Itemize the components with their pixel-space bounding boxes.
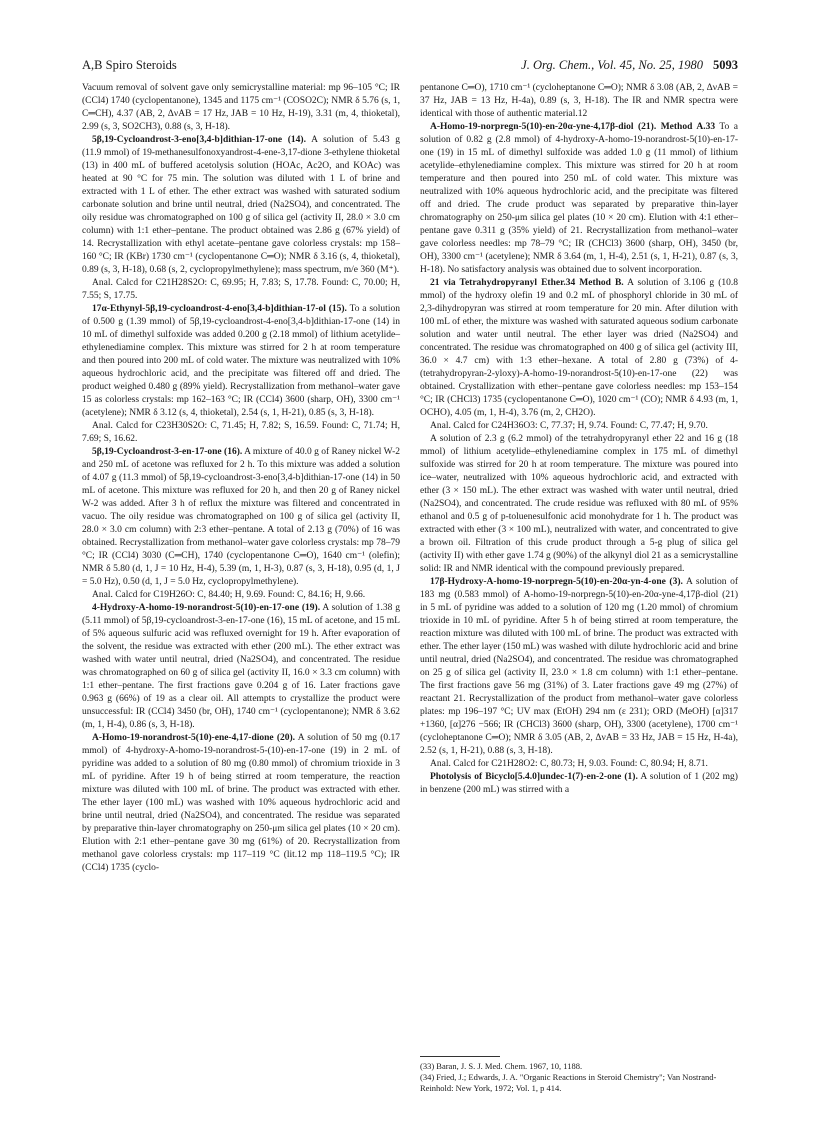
paragraph-text: A solution of 50 mg (0.17 mmol) of 4-hydroxy-A-homo-19-norandrost-5-(10)-en-17-one (19) in 2 mL of pyridine was added to a solution of 80 mg (0.80 mmol) of chromium trioxide in 3 mL of pyridine. After 19 h of being stirred at room temperature, the reaction mixture was diluted with 100 mL of brine. The product was extracted with ether. The ether layer (100 mL) was washed with 10% aqueous hydrochloric acid and brine until neutral, dried (Na2SO4), and concentrated. The residue was separated by preparative thin-layer chromatography on 250-μm silica gel plates (10 × 20 cm). Elution with 2:1 ether–pentane gave 30 mg (61%) of 20. Recrystallization from methanol gave colorless crystals: mp 117–119 °C (lit.12 mp 118–119.5 °C); IR (CCl4) 1735 (cyclo-	[82, 733, 401, 873]
paragraph-text: A solution of 2.3 g (6.2 mmol) of the tetrahydropyranyl ether 22 and 16 g (18 mmol) of lithium acetylide–ethylenediamine complex in 175 mL of dimethyl sulfoxide was stirred for 20 h at room temperature. The mixture was poured into ice–water, neutralized with 10% aqueous hydrochloric acid, and extracted with ether (3 × 150 mL). The ether extract was washed with water until neutral, dried (Na2SO4), and concentrated. The crude residue was refluxed with 80 mL of 95% ethanol and 0.5 g of p-toluenesulfonic acid monohydrate for 1 h. The product was extracted with ether (3 × 100 mL), neutralized with water, and concentrated to give a brown oil. Filtration of this crude product through a 5-g plug of silica gel (activity II) with ether gave 1.74 g (90%) of the alkynyl diol 21 as a semicrystalline solid: IR and NMR identical with the compound previously prepared.	[420, 434, 738, 574]
experimental-paragraph	[420, 121, 738, 277]
experimental-paragraph	[420, 277, 738, 420]
compound-heading: 17α-Ethynyl-5β,19-cycloandrost-4-eno[3,4-b]dithian-17-ol (15).	[92, 304, 347, 314]
running-head-title: A,B Spiro Steroids	[82, 58, 177, 72]
compound-heading: A-Homo-19-norpregn-5(10)-en-20α-yne-4,17β-diol (21). Method A.33	[430, 122, 716, 132]
experimental-paragraph	[82, 602, 400, 732]
running-head-citation	[521, 58, 738, 73]
paragraph-text: A solution of 3.106 g (10.8 mmol) of the hydroxy olefin 19 and 0.2 mL of phosphoryl chloride in 30 mL of 2,3-dihydropyran was stirred at room temperature for 20 min. After dilution with 100 mL of ether, the mixture was washed with saturated aqueous sodium carbonate solution and water until neutral. The ether layer was dried (Na2SO4) and concentrated. The residue was chromatographed on 400 g of silica gel (activity III, 36.0 × 4.7 cm) with 1:3 ether–hexane. A total of 2.80 g (73%) of 4-(tetrahydropyran-2-yloxy)-A-homo-19-norandrost-5(10)-en-17-one (22) was obtained. Crystallization with ether–pentane gave colorless needles: mp 153–154 °C; IR (CHCl3) 1735 (cyclopentanone C═O), 1020 cm⁻¹ (CO); NMR δ 4.93 (m, 1, OCHO), 4.05 (m, 1, H-4), 3.76 (m, 2, CH2O).	[420, 278, 738, 418]
compound-heading: A-Homo-19-norandrost-5(10)-ene-4,17-dione (20).	[92, 733, 296, 743]
footnote: (34) Fried, J.; Edwards, J. A. "Organic Reactions in Steroid Chemistry"; Van Nostrand-Reinhold: New York, 1972; Vol. 1, p 414.	[420, 1072, 717, 1093]
experimental-paragraph	[82, 446, 400, 589]
compound-heading: Photolysis of Bicyclo[5.4.0]undec-1(7)-en-2-one (1).	[430, 772, 638, 782]
paragraph-text: A solution of 1.38 g (5.11 mmol) of 5β,19-cycloandrost-3-en-17-one (16), 15 mL of acetone, and 15 mL of 5% aqueous sulfuric acid was refluxed overnight for 19 h. After evaporation of the solvent, the residue was extracted with ether (200 mL). The ether extract was washed with water until neutral, dried (Na2SO4), and concentrated. The residue was chromatographed on 60 g of silica gel (activity II, 16.0 × 3.3 cm column) with 1:1 ether–pentane. The first fractions gave 0.204 g of 16. Later fractions gave 0.963 g (66%) of 19 as a clear oil. All attempts to crystallize the product were unsuccessful: IR (CCl4) 3450 (br, OH), 1740 cm⁻¹ (cyclopentanone); NMR δ 3.62 (m, 1, H-4), 0.86 (s, 3, H-18).	[82, 603, 400, 730]
compound-heading: 21 via Tetrahydropyranyl Ether.34 Method B.	[430, 278, 624, 288]
page-number: 5093	[713, 58, 738, 72]
running-head	[82, 58, 738, 78]
paragraph-text: Anal. Calcd for C19H26O: C, 84.40; H, 9.69. Found: C, 84.16; H, 9.66.	[92, 590, 366, 600]
text-paragraph	[82, 277, 400, 303]
paragraph-text: pentanone C═O), 1710 cm⁻¹ (cycloheptanone C═O); NMR δ 3.08 (AB, 2, ΔνAB = 37 Hz, JAB = 13 Hz, H-4a), 0.89 (s, 3, H-18). The IR and NMR spectra were identical with those of authentic material.12	[420, 83, 738, 119]
experimental-paragraph	[420, 576, 738, 758]
experimental-paragraph	[82, 303, 400, 420]
experimental-paragraph	[82, 134, 400, 277]
right-column	[420, 82, 738, 797]
text-paragraph	[82, 82, 400, 134]
text-paragraph	[420, 433, 738, 576]
journal-citation: J. Org. Chem., Vol. 45, No. 25, 1980	[521, 58, 703, 72]
paragraph-text: A solution of 183 mg (0.583 mmol) of A-homo-19-norpregn-5(10)-en-20α-yne-4,17β-diol (21) in 5 mL of pyridine was added to a solution of 120 mg (1.20 mmol) of chromium trioxide in 10 mL of pyridine. After 5 h of being stirred at room temperature, the reaction mixture was diluted with 100 mL of brine. The product was extracted with ether. The ether layer (150 mL) was washed with dilute hydrochloric acid and brine until neutral, dried (Na2SO4), and concentrated. The residue was chromatographed on 25 g of silica gel (activity II, 23.0 × 1.8 cm column) with 1:1 ether–pentane. The first fractions gave 56 mg (31%) of 3. Later fractions gave 49 mg (27%) of reactant 21. Recrystallization of the product from methanol–water gave colorless plates: mp 196–197 °C; UV max (EtOH) 294 nm (ε 231); ORD (MeOH) [α]317 +1360, [α]276 −566; IR (CHCl3) 3600 (sharp, OH), 3300 (acetylene), 1700 cm⁻¹ (cycloheptanone C═O); NMR δ 3.05 (AB, 2, ΔνAB = 33 Hz, JAB = 15 Hz, H-4a), 2.52 (s, 1, H-21), 0.88 (s, 3, H-18).	[420, 577, 738, 756]
paragraph-text: Anal. Calcd for C24H36O3: C, 77.37; H, 9.74. Found: C, 77.47; H, 9.70.	[430, 421, 708, 431]
text-paragraph	[420, 420, 738, 433]
paragraph-text: A solution of 5.43 g (11.9 mmol) of 19-methanesulfonoxyandrost-4-ene-3,17-dione 3-ethylene thioketal (13) in 400 mL of buffered acetolysis solution (HOAc, Ac2O, and KOAc) was heated at 90 °C for 75 min. The solution was diluted with 1 L of brine and extracted with 1 L of ether. The ether extract was washed with saturated sodium carbonate solution and brine until neutral, dried (Na2SO4), and concentrated. The oily residue was chromatographed on 100 g of silica gel (activity II, 28.0 × 3.0 cm column) with 1:1 ether–pentane. The product obtained was 2.86 g (67% yield) of 14. Recrystallization with ethyl acetate–pentane gave colorless crystals: mp 158–160 °C; IR (KBr) 1730 cm⁻¹ (cyclopentanone C═O); NMR δ 3.16 (s, 4, thioketal), 0.89 (s, 3, H-18), 0.68 (s, 2, cyclopropylmethylene); mass spectrum, m/e 360 (M⁺).	[82, 135, 400, 275]
text-paragraph	[420, 758, 738, 771]
paragraph-text: To a solution of 0.82 g (2.8 mmol) of 4-hydroxy-A-homo-19-norandrost-5(10)-en-17-one (19) in 15 mL of dimethyl sulfoxide was added 1.0 g (11 mmol) of lithium acetylide–ethylenediamine complex. This mixture was stirred for 20 h at room temperature and then poured into 250 mL of cold water. This mixture was neutralized with 10% aqueous hydrochloric acid, and the precipitate was filtered off and dried. The crude product was separated by preparative thin-layer chromatography on 250-μm silica gel plates (10 × 20 cm). Elution with 4:1 ether–pentane gave 0.311 g (35% yield) of 21. Recrystallization from methanol–water gave colorless needles: mp 78–79 °C; IR (CHCl3) 3600 (sharp, OH), 3450 (br, OH), 3300 cm⁻¹ (acetylene); NMR δ 3.64 (m, 1, H-4), 2.51 (s, 1, H-21), 0.87 (s, 3, H-18). No satisfactory analysis was obtained due to solvent incorporation.	[420, 122, 738, 275]
footnotes	[420, 1056, 738, 1094]
compound-heading: 4-Hydroxy-A-homo-19-norandrost-5(10)-en-17-one (19).	[92, 603, 321, 613]
paragraph-text: A mixture of 40.0 g of Raney nickel W-2 and 250 mL of acetone was refluxed for 2 h. To this mixture was added a solution of 4.07 g (11.3 mmol) of 5β,19-cycloandrost-3-eno[3,4-b]dithian-17-one (14) in 50 mL of acetone. This mixture was refluxed for 20 h, and then 20 g of Raney nickel W-2 was added. After 3 h of reflux the mixture was filtered and concentrated in vacuo. The oily residue was chromatographed on 100 g of silica gel (activity II, 28.0 × 3.0 cm column) with 2:3 ether–pentane. A total of 2.13 g (70%) of 16 was obtained. Recrystallization from methanol–water gave colorless crystals: mp 78–79 °C; IR (CCl4) 3030 (C═CH), 1740 (cyclopentanone C═O), 1640 cm⁻¹ (olefin); NMR δ 5.80 (d, 1, J = 10 Hz, H-4), 5.39 (m, 1, H-3), 0.87 (s, 3, H-18), 0.95 (d, 1, J = 5.0 Hz), 0.50 (d, 1, J = 5.0 Hz, cyclopropylmethylene).	[82, 447, 400, 587]
left-column	[82, 82, 400, 875]
compound-heading: 5β,19-Cycloandrost-3-eno[3,4-b]dithian-17-one (14).	[92, 135, 306, 145]
paragraph-text: Anal. Calcd for C23H30S2O: C, 71.45; H, 7.82; S, 16.59. Found: C, 71.74; H, 7.69; S, 16.62.	[82, 421, 400, 444]
text-paragraph	[82, 420, 400, 446]
paragraph-text: Anal. Calcd for C21H28O2: C, 80.73; H, 9.03. Found: C, 80.94; H, 8.71.	[430, 759, 708, 769]
footnote-rule	[420, 1056, 500, 1057]
experimental-paragraph	[420, 771, 738, 797]
compound-heading: 17β-Hydroxy-A-homo-19-norpregn-5(10)-en-20α-yn-4-one (3).	[430, 577, 683, 587]
paragraph-text: Vacuum removal of solvent gave only semicrystalline material: mp 96–105 °C; IR (CCl4) 1740 (cyclopentanone), 1345 and 1175 cm⁻¹ (COSO2C); NMR δ 5.76 (s, 1, C═CH), 4.37 (AB, 2, ΔνAB = 17 Hz, JAB = 10 Hz, H-19), 3.31 (m, 4, thioketal), 2.99 (s, 3, SO2CH3), 0.88 (s, 3, H-18).	[82, 83, 400, 132]
footnote: (33) Baran, J. S. J. Med. Chem. 1967, 10, 1188.	[420, 1061, 583, 1071]
compound-heading: 5β,19-Cycloandrost-3-en-17-one (16).	[92, 447, 243, 457]
experimental-paragraph	[82, 732, 400, 875]
paragraph-text: To a solution of 0.500 g (1.39 mmol) of 5β,19-cycloandrost-4-eno[3,4-b]dithian-17-one (14) in 10 mL of dimethyl sulfoxide was added 0.200 g (2.18 mmol) of lithium acetylide–ethylenediamine complex. This mixture was stirred for 2 h at room temperature and then poured into 200 mL of cold water. The mixture was neutralized with 10% aqueous hydrochloric acid, and the precipitate was filtered off and dried. The product weighed 0.480 g (89% yield). Recrystallization from methanol–water gave 15 as colorless crystals: mp 162–163 °C; IR (CCl4) 3600 (sharp, OH), 3300 cm⁻¹ (acetylene); NMR δ 3.12 (s, 4, thioketal), 2.54 (s, 1, H-21), 0.85 (s, 3, H-18).	[82, 304, 400, 418]
paragraph-text: A solution of 1 (202 mg) in benzene (200 mL) was stirred with a	[420, 772, 738, 795]
text-paragraph	[420, 82, 738, 121]
paragraph-text: Anal. Calcd for C21H28S2O: C, 69.95; H, 7.83; S, 17.78. Found: C, 70.00; H, 7.55; S, 17.75.	[82, 278, 400, 301]
text-paragraph	[82, 589, 400, 602]
